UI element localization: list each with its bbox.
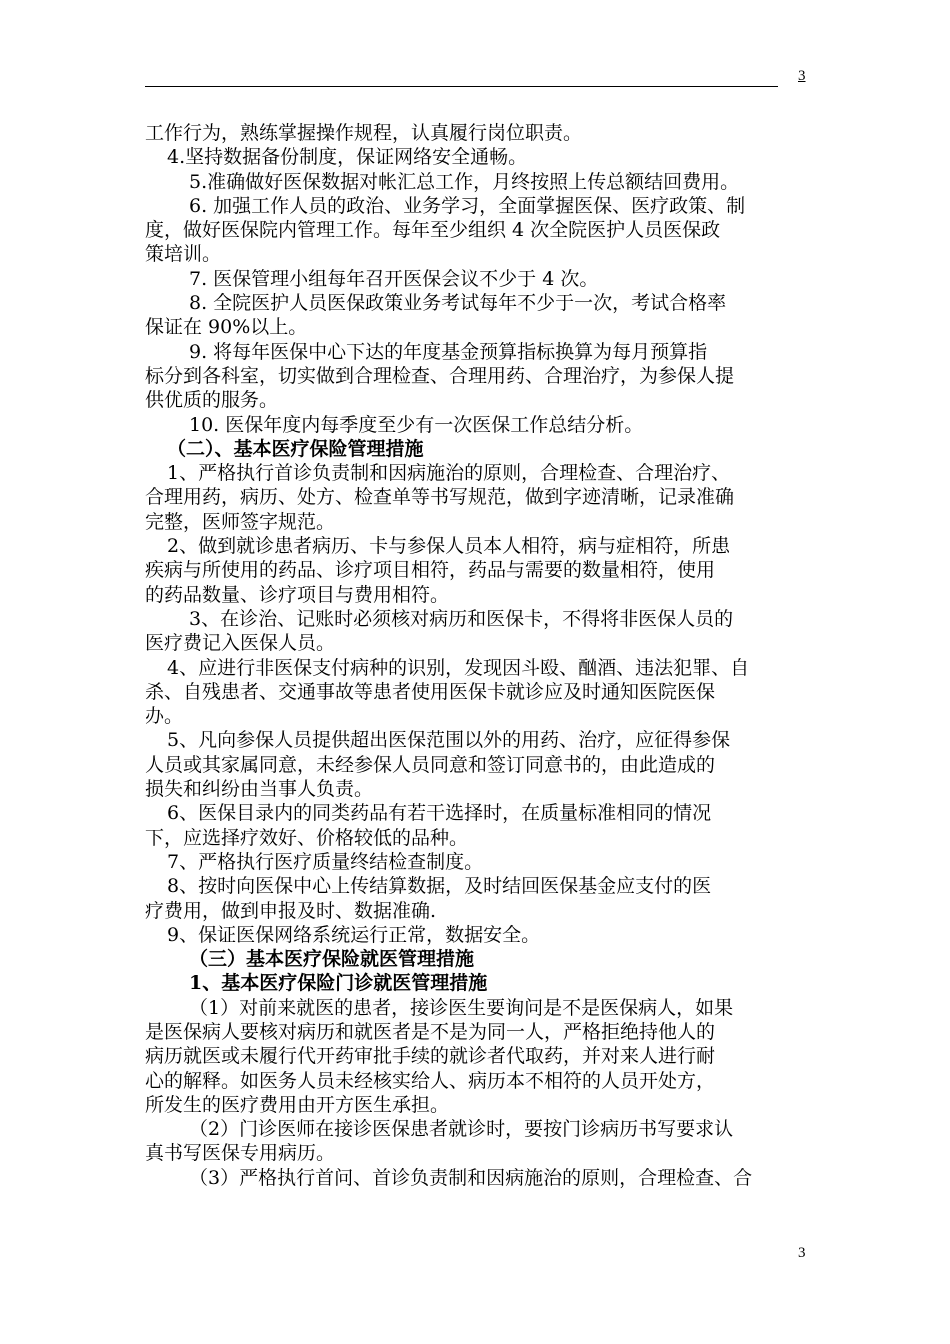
paragraph-line: 供优质的服务。 bbox=[145, 389, 279, 412]
paragraph-line: 6. 加强工作人员的政治、业务学习，全面掌握医保、医疗政策、制 bbox=[189, 194, 746, 217]
paragraph-line: 杀、自残患者、交通事故等患者使用医保卡就诊应及时通知医院医保 bbox=[145, 680, 716, 703]
paragraph-line: 度，做好医保院内管理工作。每年至少组织 4 次全院医护人员医保政 bbox=[145, 219, 721, 242]
paragraph-line: 心的解释。如医务人员未经核实给人、病历本不相符的人员开处方， bbox=[145, 1069, 716, 1092]
paragraph-line: 10. 医保年度内每季度至少有一次医保工作总结分析。 bbox=[189, 413, 644, 436]
paragraph-line: 3、在诊治、记账时必须核对病历和医保卡，不得将非医保人员的 bbox=[189, 607, 734, 630]
paragraph-line: 疗费用，做到申报及时、数据准确. bbox=[145, 899, 437, 922]
paragraph-line: 病历就医或未履行代开药审批手续的就诊者代取药，并对来人进行耐 bbox=[145, 1045, 716, 1068]
footer-page-number: 3 bbox=[798, 1245, 806, 1261]
paragraph-line: 工作行为，熟练掌握操作规程，认真履行岗位职责。 bbox=[145, 122, 583, 144]
paragraph-line: 1、严格执行首诊负责制和因病施治的原则，合理检查、合理治疗、 bbox=[167, 462, 731, 485]
paragraph-line: 8. 全院医护人员医保政策业务考试每年不少于一次，考试合格率 bbox=[189, 292, 727, 315]
paragraph-line: 合理用药，病历、处方、检查单等书写规范，做到字迹清晰，记录准确 bbox=[145, 486, 735, 509]
paragraph-line: 人员或其家属同意，未经参保人员同意和签订同意书的，由此造成的 bbox=[145, 753, 716, 776]
paragraph-line: （3）严格执行首问、首诊负责制和因病施治的原则，合理检查、合 bbox=[189, 1166, 753, 1189]
paragraph-line: 损失和纠纷由当事人负责。 bbox=[145, 778, 374, 801]
paragraph-line: 5.准确做好医保数据对帐汇总工作，月终按照上传总额结回费用。 bbox=[189, 170, 740, 193]
paragraph-line: 下，应选择疗效好、价格较低的品种。 bbox=[145, 826, 469, 849]
header-page-number: 3 bbox=[798, 68, 806, 84]
paragraph-line: 疾病与所使用的药品、诊疗项目相符，药品与需要的数量相符，使用 bbox=[145, 559, 716, 582]
paragraph-line: 4、应进行非医保支付病种的识别，发现因斗殴、酗酒、违法犯罪、自 bbox=[167, 656, 750, 679]
paragraph-line: 6、医保目录内的同类药品有若干选择时，在质量标准相同的情况 bbox=[167, 802, 712, 825]
section-heading-line: （二）、基本医疗保险管理措施 bbox=[167, 437, 424, 460]
paragraph-line: 8、按时向医保中心上传结算数据，及时结回医保基金应支付的医 bbox=[167, 875, 712, 898]
paragraph-line: 4.坚持数据备份制度，保证网络安全通畅。 bbox=[167, 146, 528, 169]
paragraph-line: 的药品数量、诊疗项目与费用相符。 bbox=[145, 583, 450, 606]
paragraph-line: 5、凡向参保人员提供超出医保范围以外的用药、治疗，应征得参保 bbox=[167, 729, 731, 752]
document-body bbox=[145, 121, 810, 1190]
paragraph-line: 9、保证医保网络系统运行正常，数据安全。 bbox=[167, 923, 541, 946]
paragraph-line: 完整，医师签字规范。 bbox=[145, 510, 336, 533]
paragraph-line: 2、做到就诊患者病历、卡与参保人员本人相符，病与症相符，所患 bbox=[167, 535, 731, 558]
paragraph-line: 9. 将每年医保中心下达的年度基金预算指标换算为每月预算指 bbox=[189, 340, 708, 363]
paragraph-line: （2）门诊医师在接诊医保患者就诊时，要按门诊病历书写要求认 bbox=[189, 1118, 734, 1141]
paragraph-line: 所发生的医疗费用由开方医生承担。 bbox=[145, 1093, 450, 1116]
paragraph-line: 医疗费记入医保人员。 bbox=[145, 632, 336, 655]
section-heading-line: （三）基本医疗保险就医管理措施 bbox=[189, 948, 475, 971]
section-heading-line: 1、基本医疗保险门诊就医管理措施 bbox=[189, 972, 488, 995]
paragraph-line: （1）对前来就医的患者，接诊医生要询问是不是医保病人，如果 bbox=[189, 996, 734, 1019]
paragraph-line: 7. 医保管理小组每年召开医保会议不少于 4 次。 bbox=[189, 267, 599, 290]
paragraph-line: 办。 bbox=[145, 705, 184, 728]
paragraph-line: 是医保病人要核对病历和就医者是不是为同一人，严格拒绝持他人的 bbox=[145, 1020, 716, 1043]
paragraph-line: 标分到各科室，切实做到合理检查、合理用药、合理治疗，为参保人提 bbox=[145, 364, 735, 387]
paragraph-line: 保证在 90%以上。 bbox=[145, 316, 308, 339]
paragraph-line: 真书写医保专用病历。 bbox=[145, 1142, 336, 1165]
paragraph-line: 7、严格执行医疗质量终结检查制度。 bbox=[167, 850, 484, 873]
paragraph-line: 策培训。 bbox=[145, 243, 222, 266]
header-rule bbox=[145, 86, 778, 87]
